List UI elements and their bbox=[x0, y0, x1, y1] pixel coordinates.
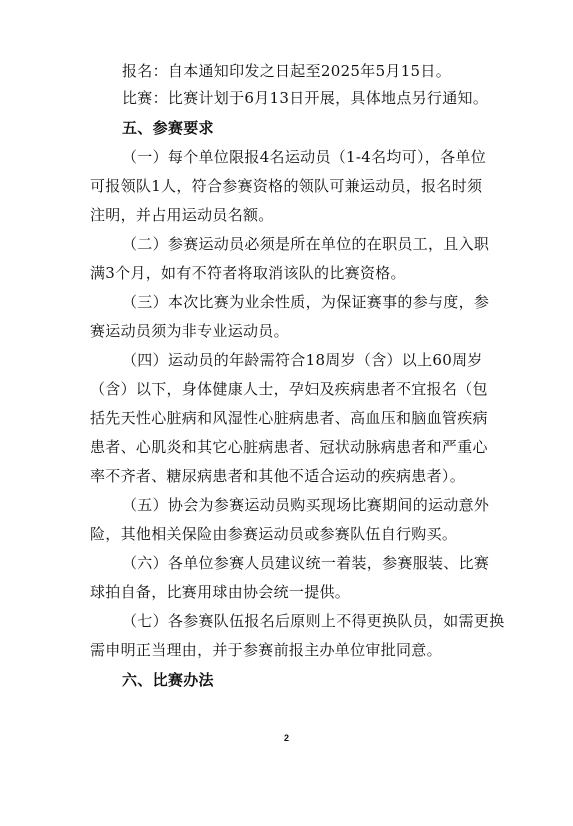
registration-line: 报名：自本通知印发之日起至2025年5月15日。 bbox=[122, 62, 452, 80]
requirement-5-line-1: （五）协会为参赛运动员购买现场比赛期间的运动意外 bbox=[122, 496, 490, 514]
requirement-6-line-2: 球拍自备，比赛用球由协会统一提供。 bbox=[90, 583, 351, 601]
requirement-5-line-2: 险，其他相关保险由参赛运动员或参赛队伍自行购买。 bbox=[90, 525, 458, 543]
requirement-3-line-1: （三）本次比赛为业余性质，为保证赛事的参与度，参 bbox=[122, 293, 490, 311]
requirement-4-line-3: 括先天性心脏病和风湿性心脏病患者、高血压和脑血管疾病 bbox=[90, 409, 488, 427]
requirement-4-line-5: 率不齐者、糖尿病患者和其他不适合运动的疾病患者）。 bbox=[90, 467, 466, 485]
requirement-7-line-2: 需申明正当理由，并于参赛前报主办单位审批同意。 bbox=[90, 641, 442, 659]
requirement-7-line-1: （七）各参赛队伍报名后原则上不得更换队员，如需更换 bbox=[122, 612, 505, 630]
requirement-4-line-2: （含）以下，身体健康人士，孕妇及疾病患者不宜报名（包 bbox=[90, 380, 488, 398]
section-heading-competition-method: 六、比赛办法 bbox=[122, 671, 214, 689]
requirement-1-line-1: （一）每个单位限报4名运动员（1-4名均可），各单位 bbox=[122, 148, 487, 166]
page-number: 2 bbox=[283, 733, 289, 743]
section-heading-requirements: 五、参赛要求 bbox=[122, 119, 214, 137]
requirement-4-line-4: 患者、心肌炎和其它心脏病患者、冠状动脉病患者和严重心 bbox=[90, 438, 488, 456]
competition-line: 比赛：比赛计划于6月13日开展，具体地点另行通知。 bbox=[122, 89, 489, 107]
requirement-2-line-2: 满3个月，如有不符者将取消该队的比赛资格。 bbox=[90, 264, 406, 282]
requirement-3-line-2: 赛运动员须为非专业运动员。 bbox=[90, 322, 289, 340]
requirement-2-line-1: （二）参赛运动员必须是所在单位的在职员工，且入职 bbox=[122, 235, 490, 253]
requirement-6-line-1: （六）各单位参赛人员建议统一着装，参赛服装、比赛 bbox=[122, 554, 490, 572]
requirement-1-line-2: 可报领队1人，符合参赛资格的领队可兼运动员，报名时须 bbox=[90, 177, 483, 195]
requirement-1-line-3: 注明，并占用运动员名额。 bbox=[90, 206, 274, 224]
requirement-4-line-1: （四）运动员的年龄需符合18周岁（含）以上60周岁 bbox=[122, 351, 483, 369]
